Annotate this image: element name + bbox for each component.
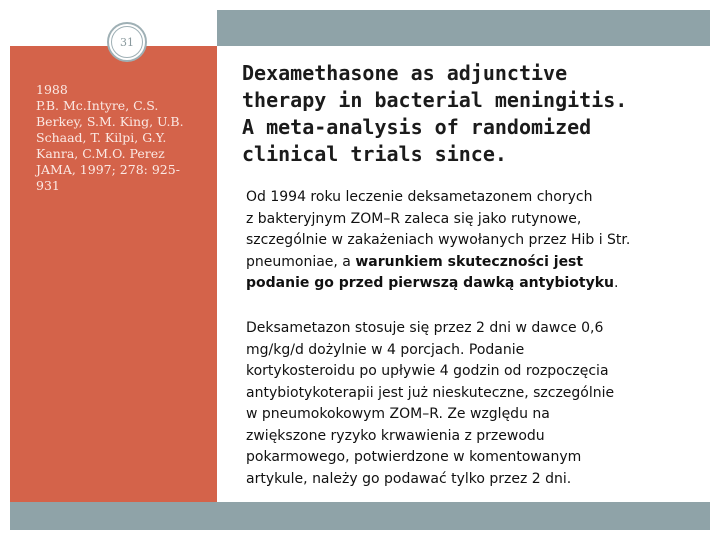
emphasis-text: warunkiem skuteczności jest [355, 253, 584, 270]
title-line: A meta-analysis of randomized [242, 115, 592, 139]
citation-line: 1988 [36, 82, 68, 97]
citation-line: 931 [36, 178, 60, 193]
slide-number-badge [107, 22, 147, 62]
citation-line: JAMA, 1997; 278: 925- [36, 162, 180, 177]
paragraph-text: . [613, 275, 619, 291]
paragraph-line: antybiotykoterapii jest już nieskuteczne, szczególnie [246, 384, 615, 401]
paragraph-line: Deksametazon stosuje się przez 2 dni w dawce 0,6 [246, 320, 604, 336]
bottom-bar [10, 502, 710, 530]
title-line: Dexamethasone as adjunctive [242, 61, 568, 85]
slide-number: 31 [111, 26, 143, 58]
citation [36, 82, 211, 194]
paragraph-line: zwiększone ryzyko krwawienia z przewodu [246, 427, 545, 444]
paragraph-dosage [246, 318, 696, 490]
paragraph-text: pneumoniae, a [246, 253, 356, 270]
citation-line: Kanra, C.M.O. Perez [36, 146, 165, 161]
paragraph-line: artykule, należy go podawać tylko przez 2 dni. [246, 470, 572, 487]
paragraph-recommendation [246, 187, 696, 295]
citation-line: P.B. Mc.Intyre, C.S. [36, 98, 159, 113]
citation-line: Schaad, T. Kilpi, G.Y. [36, 130, 167, 145]
paragraph-line: szczególnie w zakażeniach wywołanych przez Hib i Str. [246, 232, 631, 248]
emphasis-text: podanie go przed pierwszą dawką antybiotyku [246, 275, 614, 291]
paragraph-line: Od 1994 roku leczenie deksametazonem chorych [246, 189, 593, 205]
paragraph-line [246, 252, 696, 274]
paragraph-line: w pneumokokowym ZOM–R. Ze względu na [246, 406, 550, 422]
citation-line: Berkey, S.M. King, U.B. [36, 114, 184, 129]
paragraph-line: pokarmowego, potwierdzone w komentowanym [246, 449, 582, 465]
slide-title [242, 60, 682, 168]
paragraph-line: mg/kg/d dożylnie w 4 porcjach. Podanie [246, 341, 525, 358]
title-line: therapy in bacterial meningitis. [242, 88, 628, 112]
title-line: clinical trials since. [242, 142, 507, 166]
paragraph-line: z bakteryjnym ZOM–R zaleca się jako rutynowe, [246, 210, 582, 227]
paragraph-line [246, 273, 696, 295]
paragraph-line: kortykosteroidu po upływie 4 godzin od rozpoczęcia [246, 363, 609, 379]
